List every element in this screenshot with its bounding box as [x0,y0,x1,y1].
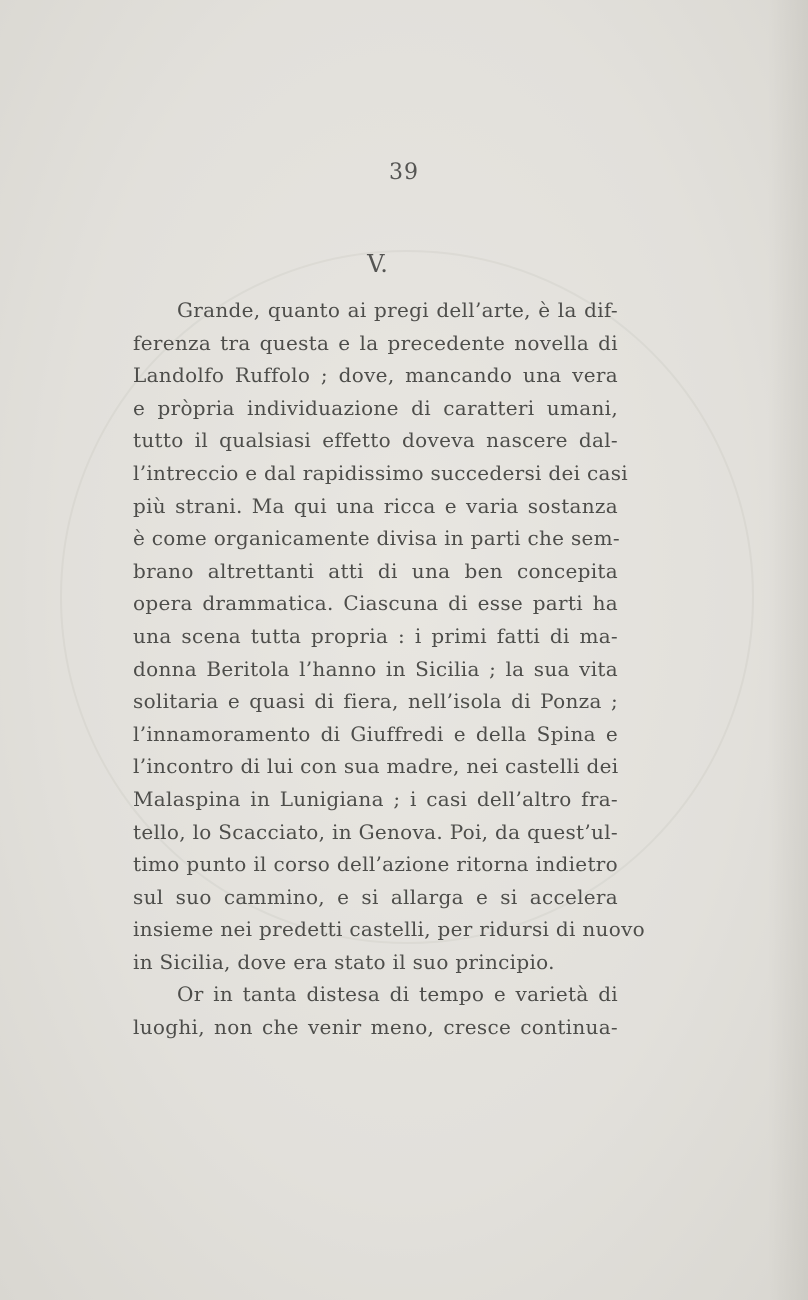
text-line: luoghi, non che venir meno, cresce continua- [133,1015,618,1040]
text-line: brano altrettanti atti di una ben concepita [133,558,618,583]
text-line: è come organicamente divisa in parti che sem- [133,526,620,551]
body-text [133,294,646,1044]
text-line: insieme nei predetti castelli, per ridursi di nuovo [133,917,646,942]
text-line: più strani. Ma qui una ricca e varia sostanza [133,493,618,518]
text-line: l’innamoramento di Giuffredi e della Spina e [133,721,618,746]
text-line: solitaria e quasi di fiera, nell’isola di Ponza ; [133,689,618,714]
text-line: ferenza tra questa e la precedente novella di [133,330,618,355]
text-line: donna Beritola l’hanno in Sicilia ; la sua vita [133,656,618,681]
text-line: Landolfo Ruffolo ; dove, mancando una vera [133,363,618,388]
text-line: opera drammatica. Ciascuna di esse parti ha [133,591,618,616]
text-line: tello, lo Scacciato, in Genova. Poi, da quest’ul- [133,819,618,844]
text-line: Malaspina in Lunigiana ; i casi dell’altro fra- [133,786,618,811]
text-line: una scena tutta propria : i primi fatti di ma- [133,623,618,648]
text-line: Or in tanta distesa di tempo e varietà di [177,982,618,1007]
text-line: e pròpria individuazione di caratteri umani, [133,395,618,420]
text-line: l’intreccio e dal rapidissimo succedersi dei casi [133,460,628,485]
text-line: sul suo cammino, e si allarga e si accelera [133,884,618,909]
paragraph-1 [133,294,646,978]
page-edge-shadow [768,0,808,1300]
page-number: 39 [389,160,419,185]
text-line: l’incontro di lui con sua madre, nei castelli dei [133,754,619,779]
text-line: tutto il qualsiasi effetto doveva nascere dal- [133,428,618,453]
paragraph-2 [133,978,618,1043]
text-line: Grande, quanto ai pregi dell’arte, è la dif- [177,298,618,322]
chapter-heading: V. [367,250,388,278]
text-line: in Sicilia, dove era stato il suo principio. [133,949,555,974]
text-line: timo punto il corso dell’azione ritorna indietro [133,852,618,877]
